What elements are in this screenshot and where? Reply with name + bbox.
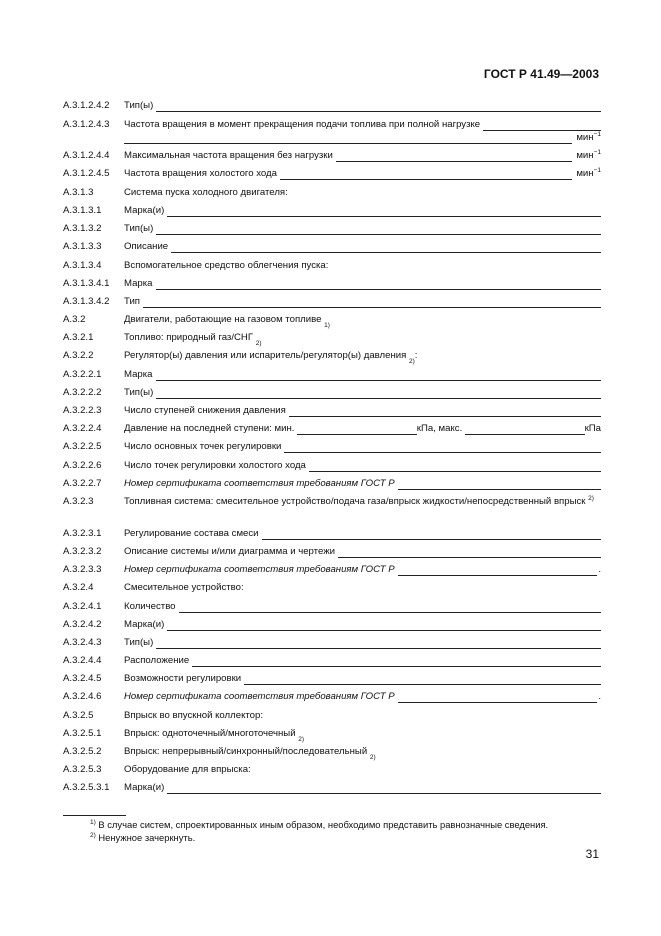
field-label: Марка (124, 278, 153, 289)
fill-line[interactable] (171, 243, 601, 253)
clause-number: A.3.2 (63, 314, 86, 325)
fill-line[interactable] (262, 530, 601, 540)
field-label: Расположение (124, 655, 190, 666)
field-label: Регулятор(ы) давления или испаритель/регулятор(ы) давления (124, 350, 407, 361)
clause-number: A.3.2.2.5 (63, 441, 102, 452)
fill-line[interactable] (179, 603, 601, 613)
clause-number: A.3.2.2.7 (63, 478, 102, 489)
clause-number: A.3.1.2.4.2 (63, 100, 110, 111)
clause-number: A.3.2.2 (63, 350, 94, 361)
clause-number: A.3.2.1 (63, 332, 94, 343)
clause-number: A.3.1.3 (63, 187, 94, 198)
clause-number: A.3.2.4.1 (63, 601, 102, 612)
clause-number: A.3.2.4.5 (63, 673, 102, 684)
unit-label: кПа (584, 423, 602, 434)
section-heading: Двигатели, работающие на газовом топливе (124, 314, 322, 325)
page-number: 31 (585, 847, 599, 861)
fill-line[interactable] (483, 121, 601, 131)
clause-number: A.3.2.5.3 (63, 764, 102, 775)
fill-line[interactable] (167, 621, 601, 631)
fill-line[interactable] (338, 548, 601, 558)
clause-number: A.3.1.2.4.3 (63, 119, 110, 130)
fill-line[interactable] (398, 693, 598, 703)
fill-line[interactable] (192, 657, 601, 667)
unit-label: мин$^{-1}$ (576, 149, 601, 161)
fill-line[interactable] (336, 152, 572, 162)
field-label: Марка(и) (124, 782, 165, 793)
field-label: Тип(ы) (124, 637, 154, 648)
fill-line[interactable] (167, 784, 601, 794)
clause-number: A.3.2.3.1 (63, 528, 102, 539)
clause-number: A.3.1.3.2 (63, 223, 102, 234)
clause-number: A.3.2.2.3 (63, 405, 102, 416)
section-heading: Оборудование для впрыска: (124, 764, 251, 775)
clause-number: A.3.1.3.4 (63, 260, 102, 271)
unit-label: мин$^{-1}$ (576, 131, 601, 143)
fill-line[interactable] (156, 371, 601, 381)
page-header: ГОСТ Р 41.49—2003 (483, 67, 599, 81)
fill-line[interactable] (156, 389, 601, 399)
clause-number: A.3.2.3.2 (63, 546, 102, 557)
field-label: Частота вращения холостого хода (124, 168, 277, 179)
field-label: Номер сертификата соответствия требованиям ГОСТ Р (124, 478, 395, 489)
clause-number: A.3.2.3.3 (63, 564, 102, 575)
field-label: Тип (124, 296, 140, 307)
footnote-separator (63, 815, 126, 816)
field-label: Число ступеней снижения давления (124, 405, 286, 416)
field-label: Номер сертификата соответствия требованиям ГОСТ Р (124, 691, 395, 702)
clause-number: A.3.2.4.6 (63, 691, 102, 702)
clause-number: A.3.2.2.6 (63, 460, 102, 471)
field-label: Марка(и) (124, 205, 165, 216)
field-label: Давление на последней ступени: мин. (124, 423, 295, 434)
section-heading: Впрыск во впускной коллектор: (124, 710, 263, 721)
section-heading: Смесительное устройство: (124, 582, 244, 593)
field-label: Номер сертификата соответствия требованиям ГОСТ Р (124, 564, 395, 575)
unit-label: мин$^{-1}$ (576, 167, 601, 179)
fill-line[interactable] (156, 280, 601, 290)
unit-label: кПа, макс. (416, 423, 463, 434)
clause-number: A.3.1.3.4.1 (63, 278, 110, 289)
clause-number: A.3.2.2.2 (63, 387, 102, 398)
clause-number: A.3.1.3.1 (63, 205, 102, 216)
field-label: Топливная система: смесительное устройство/подача газа/впрыск жидкости/непосредственный впрыск (124, 496, 586, 507)
fill-line[interactable] (309, 462, 601, 472)
fill-line[interactable] (398, 566, 598, 576)
clause-number: A.3.2.4.4 (63, 655, 102, 666)
footnote: $^{1)}$ В случае систем, спроектированных иным образом, необходимо представить равнозначные сведения. (90, 819, 549, 830)
clause-number: A.3.2.5 (63, 710, 94, 721)
field-label: Тип(ы) (124, 223, 154, 234)
clause-number: A.3.2.4 (63, 582, 94, 593)
field-label: Впрыск: непрерывный/синхронный/последовательный (124, 746, 368, 757)
section-heading: Система пуска холодного двигателя: (124, 187, 288, 198)
fill-line[interactable] (284, 443, 601, 453)
clause-number: A.3.1.2.4.4 (63, 150, 110, 161)
field-label: Максимальная частота вращения без нагрузки (124, 150, 333, 161)
clause-number: A.3.2.2.1 (63, 369, 102, 380)
fill-line[interactable] (289, 407, 601, 417)
clause-number: A.3.2.2.4 (63, 423, 102, 434)
fill-line[interactable] (156, 225, 601, 235)
footnote: $^{2)}$ Ненужное зачеркнуть. (90, 832, 196, 843)
clause-number: A.3.2.5.2 (63, 746, 102, 757)
field-label: Впрыск: одноточечный/многоточечный (124, 728, 296, 739)
fill-line[interactable] (143, 298, 601, 308)
field-label: Марка(и) (124, 619, 165, 630)
field-label: Тип(ы) (124, 387, 154, 398)
fill-line[interactable] (156, 102, 601, 112)
clause-number: A.3.2.4.2 (63, 619, 102, 630)
clause-number: A.3.1.3.3 (63, 241, 102, 252)
field-label: Описание (124, 241, 169, 252)
field-label: Возможности регулировки (124, 673, 242, 684)
field-label: Марка (124, 369, 153, 380)
fill-line[interactable] (156, 639, 601, 649)
clause-number: A.3.1.3.4.2 (63, 296, 110, 307)
clause-number: A.3.2.5.1 (63, 728, 102, 739)
section-heading: Вспомогательное средство облегчения пуска: (124, 260, 329, 271)
clause-number: A.3.2.4.3 (63, 637, 102, 648)
clause-number: A.3.2.3 (63, 496, 94, 507)
field-label: Тип(ы) (124, 100, 154, 111)
field-label: Регулирование состава смеси (124, 528, 259, 539)
field-label: Число основных точек регулировки (124, 441, 282, 452)
field-label: Частота вращения в момент прекращения подачи топлива при полной нагрузке (124, 119, 481, 130)
fill-line[interactable] (398, 480, 601, 490)
fill-line[interactable] (280, 170, 572, 180)
field-label: Количество (124, 601, 176, 612)
fill-line[interactable] (167, 207, 601, 217)
field-label: Число точек регулировки холостого хода (124, 460, 306, 471)
fill-line[interactable] (244, 675, 601, 685)
clause-number: A.3.2.5.3.1 (63, 782, 110, 793)
fill-line-min[interactable] (297, 425, 416, 435)
field-label: Описание системы и/или диаграмма и чертежи (124, 546, 335, 557)
field-label: Топливо: природный газ/СНГ (124, 332, 254, 343)
fill-line[interactable] (124, 134, 572, 144)
fill-line-max[interactable] (465, 425, 584, 435)
clause-number: A.3.1.2.4.5 (63, 168, 110, 179)
footnote-ref: 2) (588, 495, 594, 502)
